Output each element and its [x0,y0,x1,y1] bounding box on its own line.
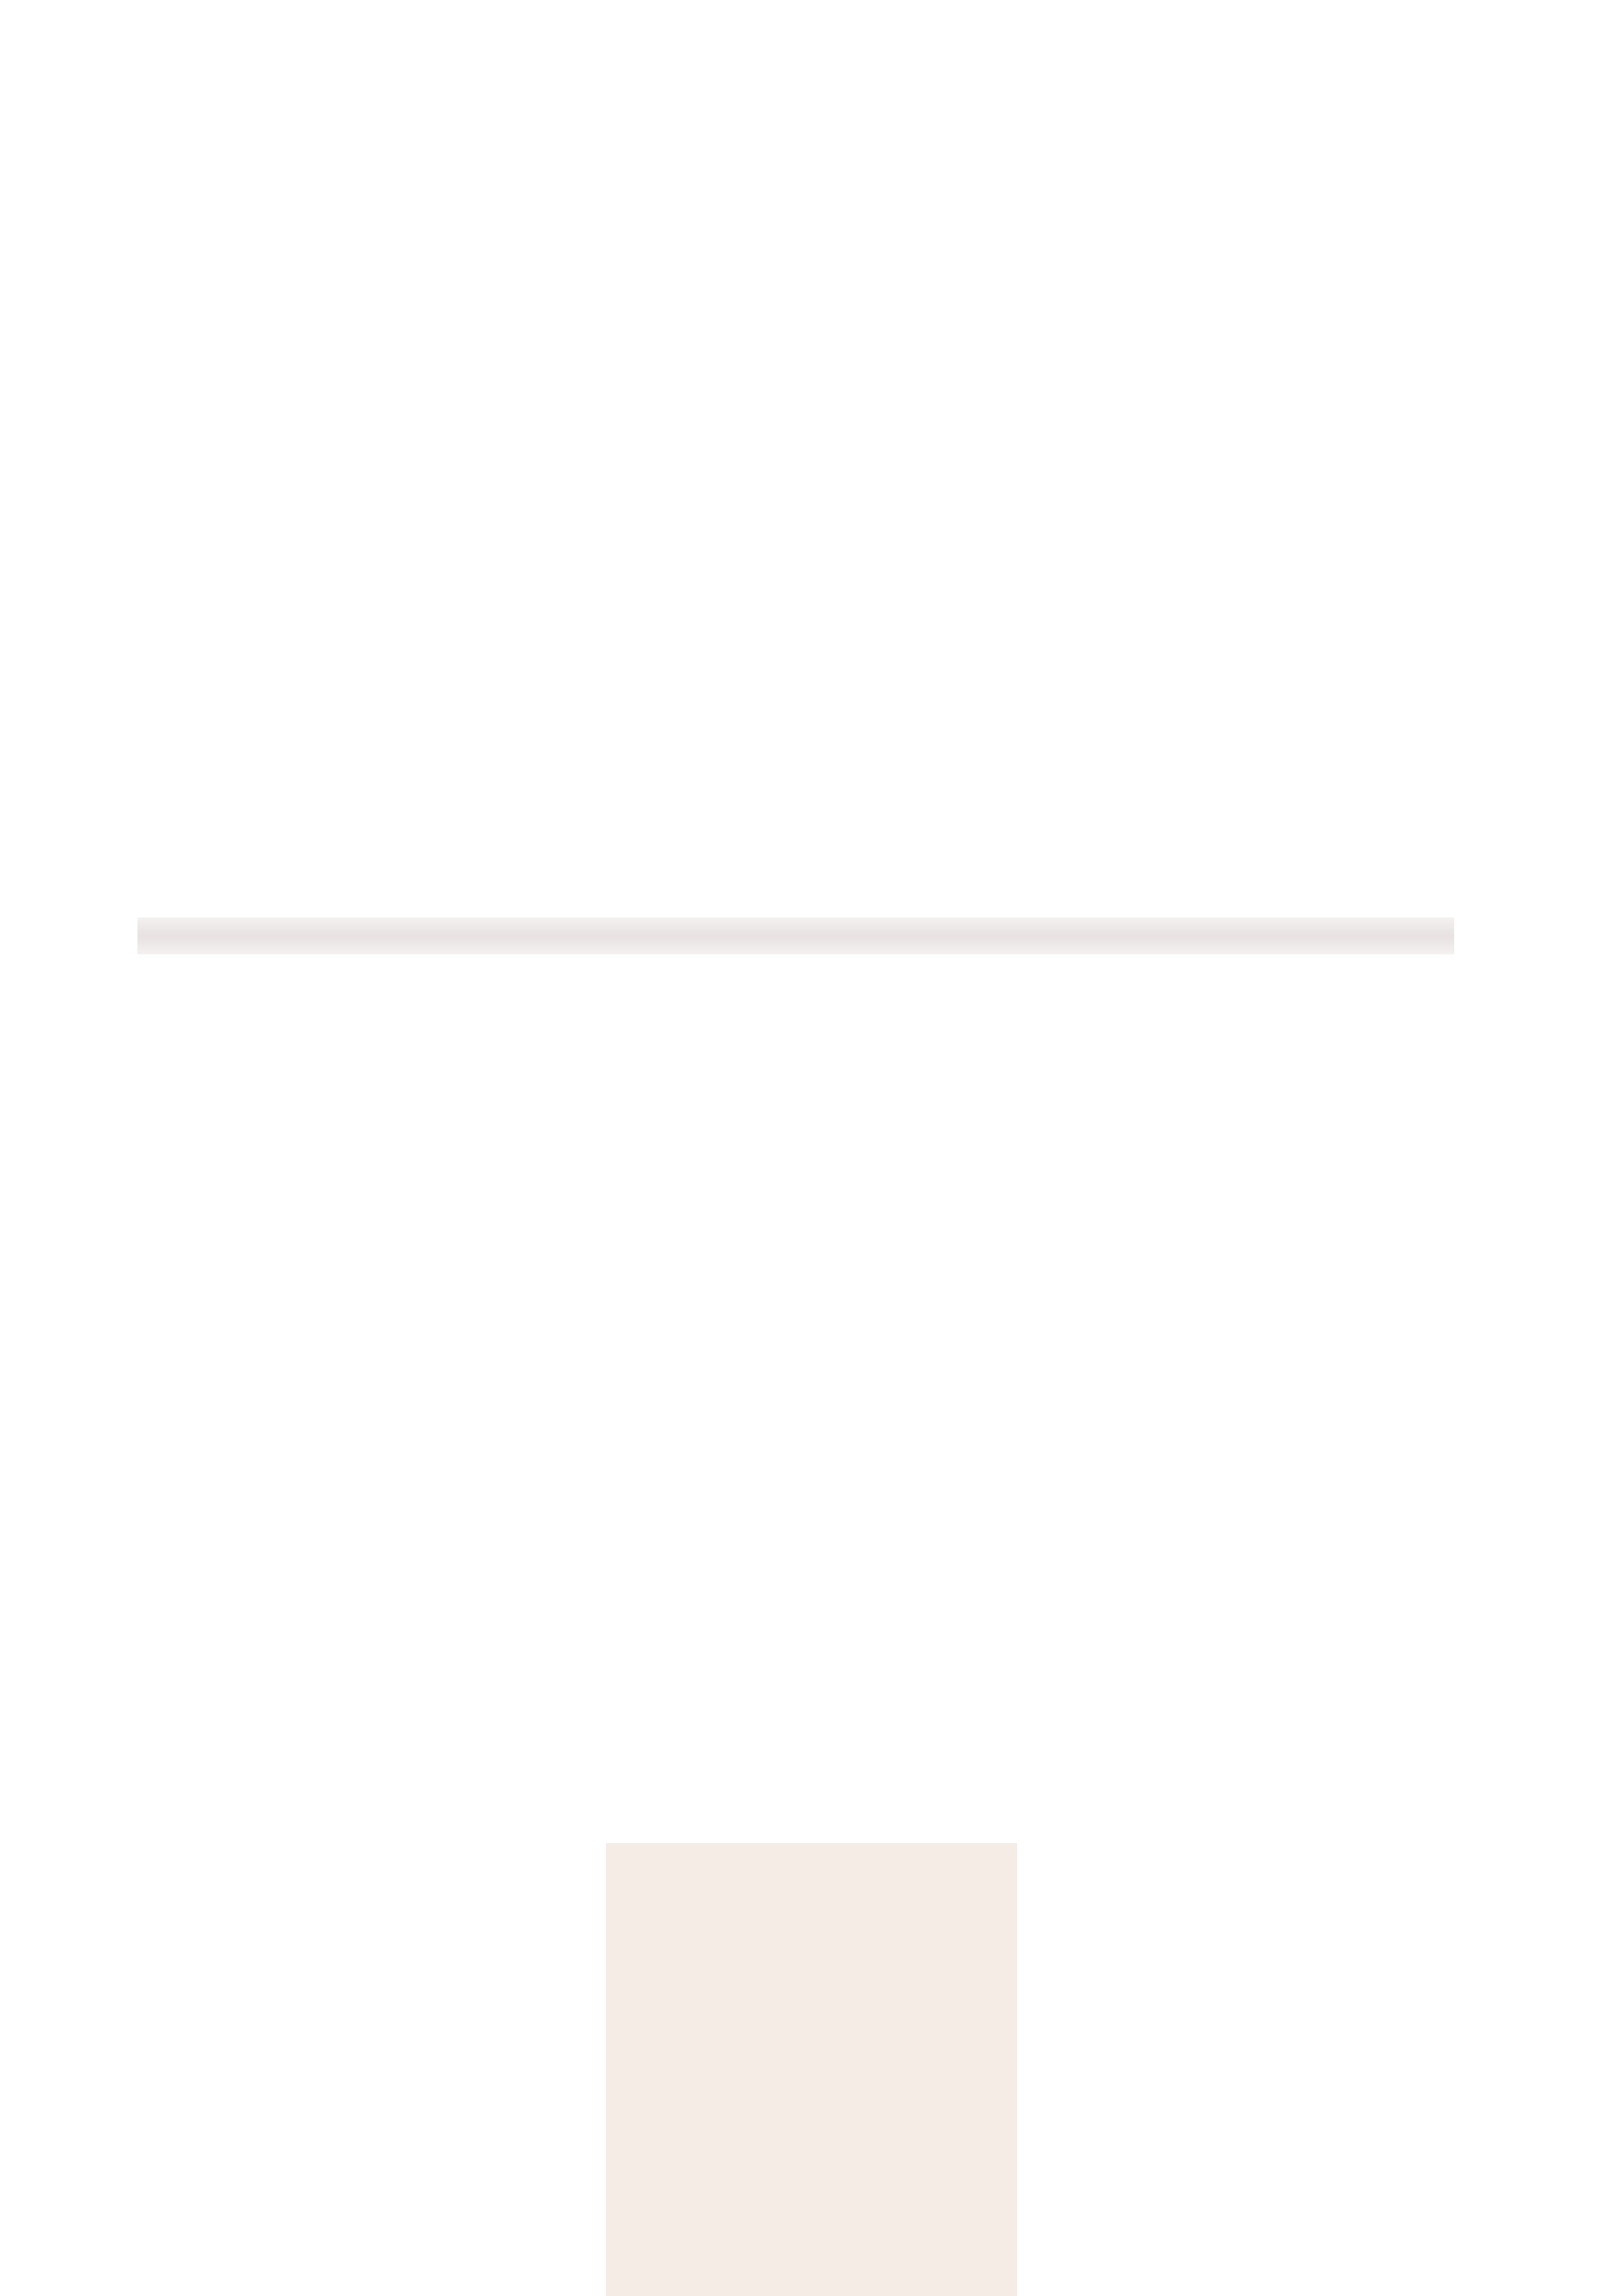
legend-item-spezialhoelzer [753,1928,870,1933]
legend-item-baumdoktor [883,2079,1001,2084]
legend-panel [606,1843,1017,2296]
legend-item-obstbaumschnitt [753,2079,870,2084]
legend-item-bauholz [622,1928,740,1933]
legend-item-baeume-pflanzen [883,1928,1001,1933]
legend-item-christbaeume [622,2079,740,2084]
page-fold-divider [137,918,1454,954]
